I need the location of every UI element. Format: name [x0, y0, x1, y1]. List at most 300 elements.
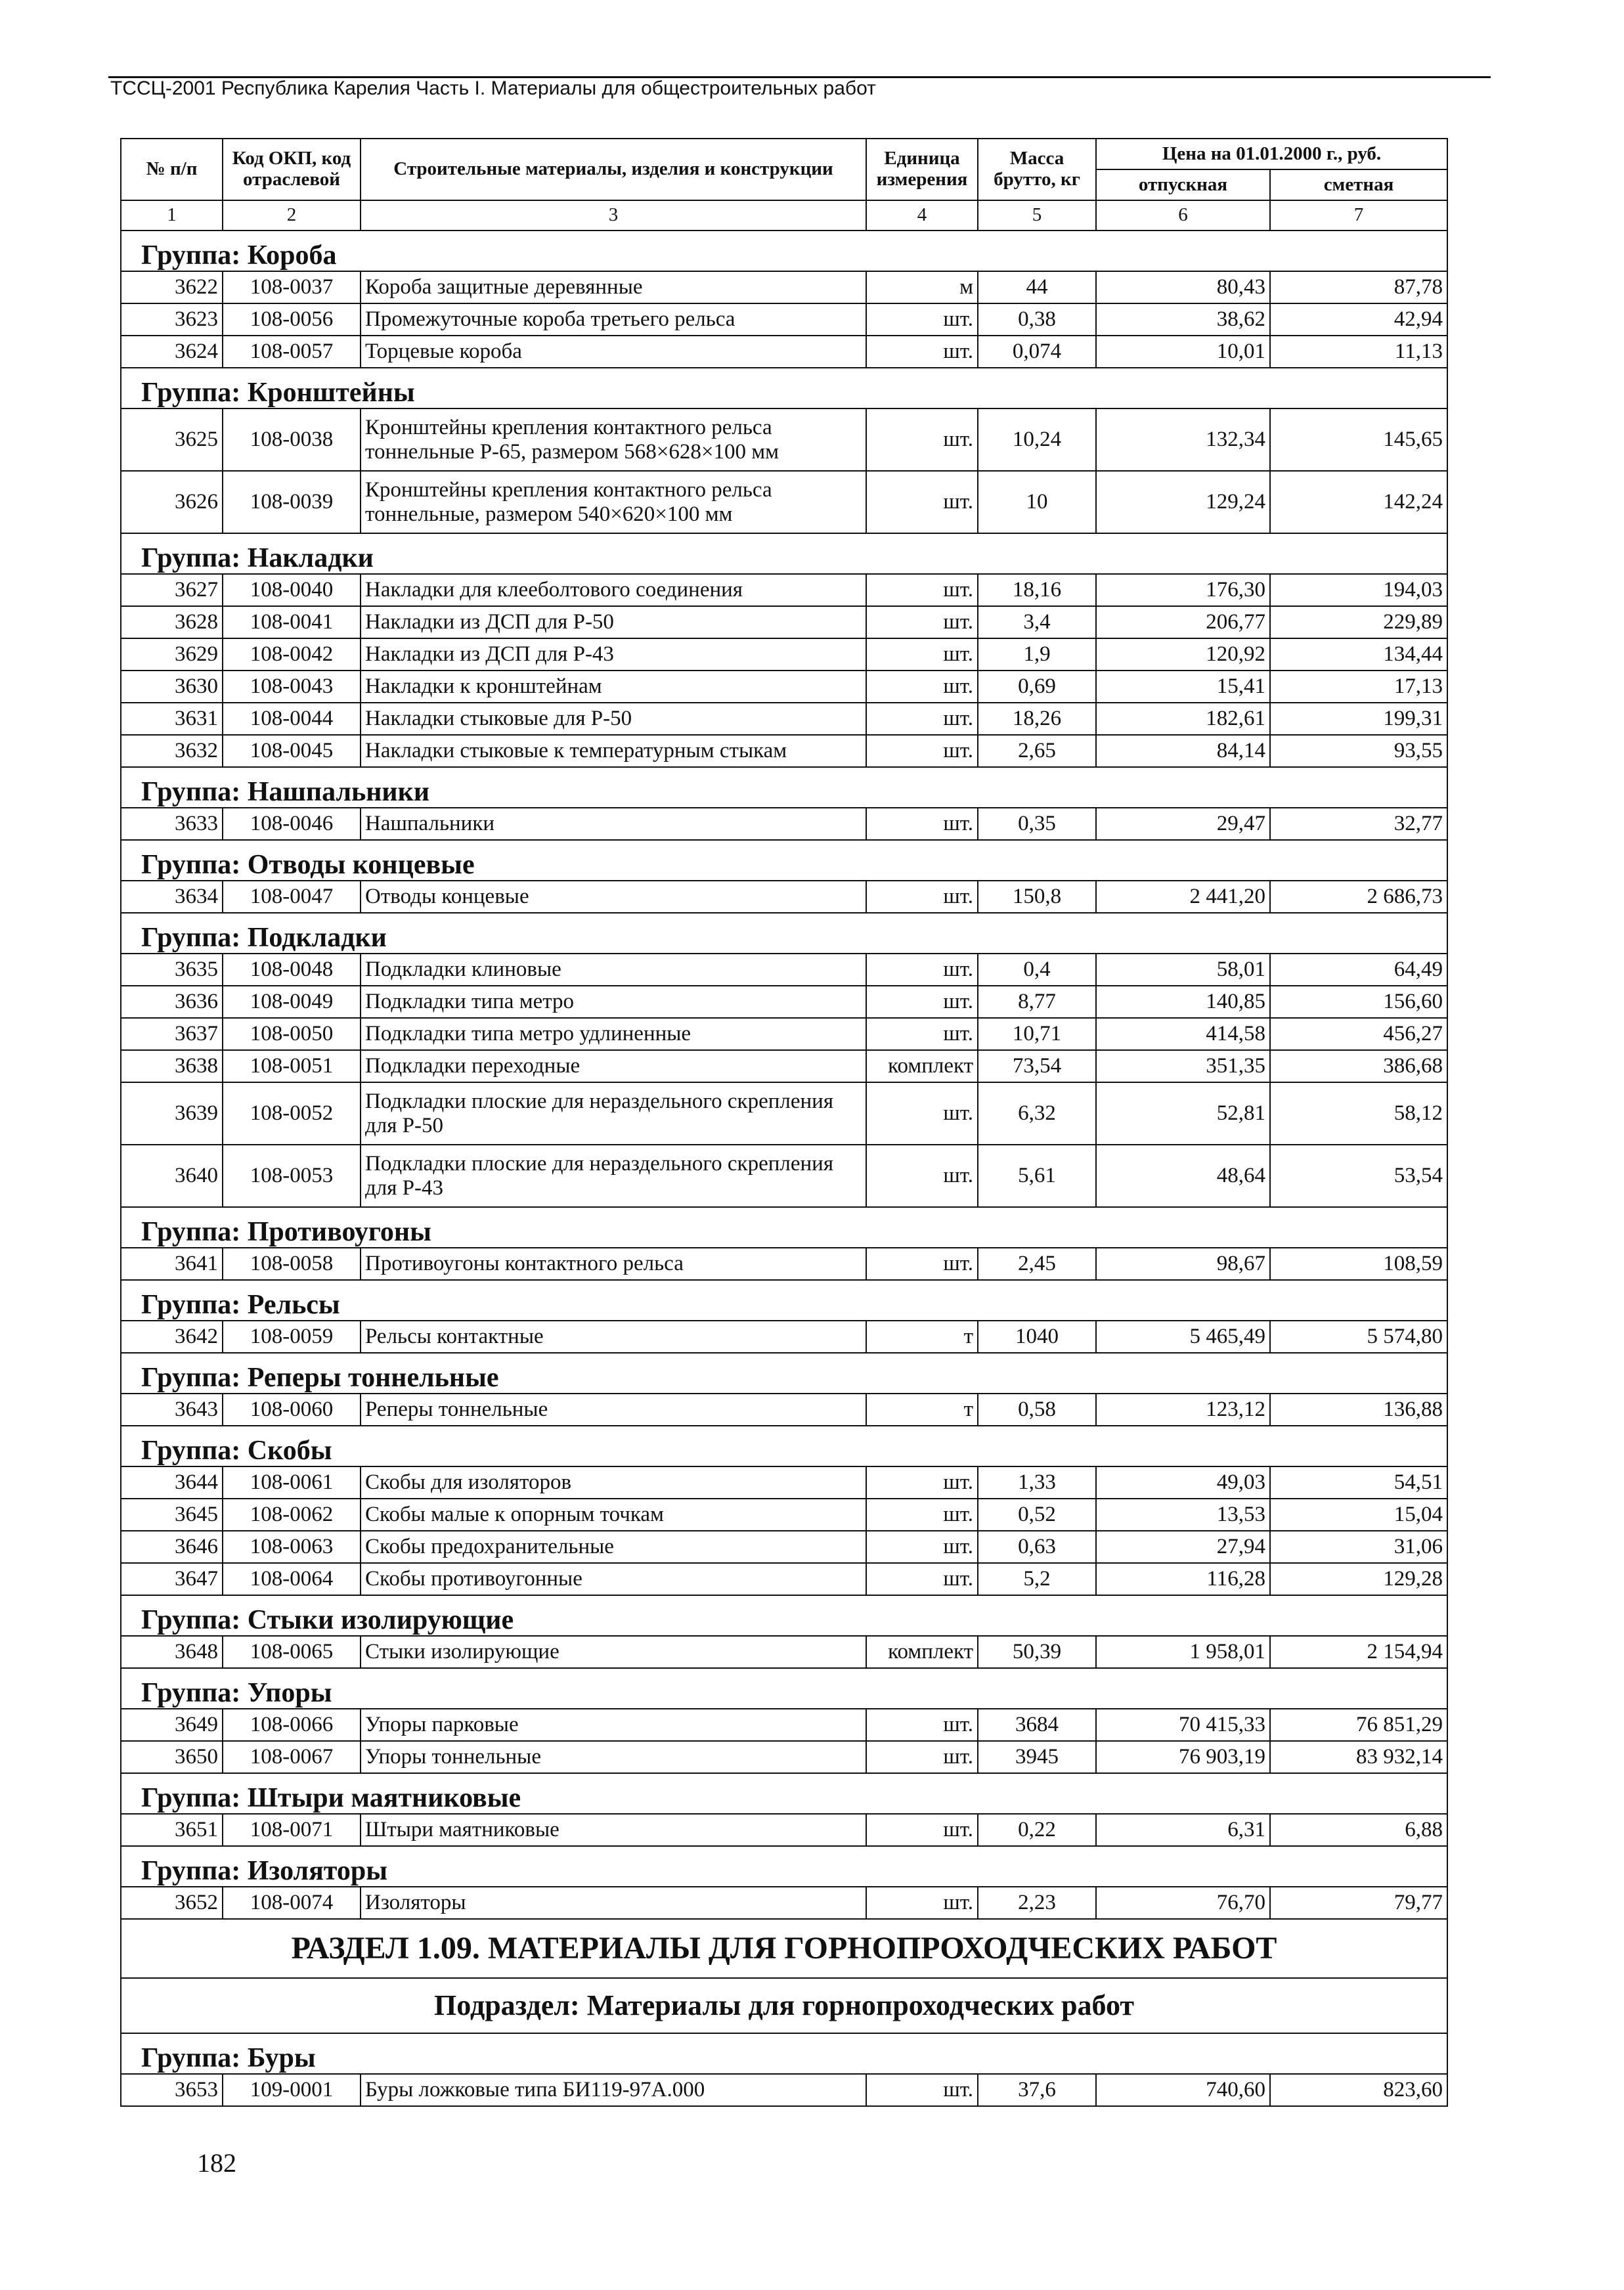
item-code: 108-0039	[223, 471, 361, 533]
table-row	[121, 606, 1447, 638]
item-price-estimate: 79,77	[1270, 1887, 1447, 1919]
group-heading: Группа: Скобы	[121, 1426, 1447, 1466]
item-name: Накладки стыковые к температурным стыкам	[361, 735, 866, 767]
item-number: 3647	[121, 1563, 223, 1595]
item-code: 108-0038	[223, 408, 361, 471]
group-heading: Группа: Изоляторы	[121, 1846, 1447, 1887]
item-name: Подкладки типа метро	[361, 986, 866, 1018]
item-number: 3625	[121, 408, 223, 471]
item-price-estimate: 58,12	[1270, 1082, 1447, 1145]
item-code: 108-0045	[223, 735, 361, 767]
item-number: 3649	[121, 1709, 223, 1741]
item-price-estimate: 199,31	[1270, 703, 1447, 735]
item-price-estimate: 11,13	[1270, 336, 1447, 368]
item-price-estimate: 142,24	[1270, 471, 1447, 533]
item-price-estimate: 93,55	[1270, 735, 1447, 767]
item-code: 108-0037	[223, 271, 361, 303]
item-code: 108-0074	[223, 1887, 361, 1919]
item-price-estimate: 17,13	[1270, 671, 1447, 703]
item-code: 108-0050	[223, 1018, 361, 1050]
item-name: Накладки к кронштейнам	[361, 671, 866, 703]
item-name: Буры ложковые типа БИ119-97А.000	[361, 2074, 866, 2106]
item-name: Нашпальники	[361, 808, 866, 840]
section-heading-row	[121, 1919, 1447, 1978]
item-unit: шт.	[866, 735, 978, 767]
item-price-estimate: 42,94	[1270, 303, 1447, 336]
item-name: Подкладки типа метро удлиненные	[361, 1018, 866, 1050]
column-index-cell: 3	[361, 200, 866, 231]
item-price-estimate: 134,44	[1270, 638, 1447, 671]
item-number: 3633	[121, 808, 223, 840]
item-price-retail: 6,31	[1096, 1814, 1270, 1846]
item-price-estimate: 145,65	[1270, 408, 1447, 471]
item-number: 3651	[121, 1814, 223, 1846]
table-row	[121, 1563, 1447, 1595]
item-number: 3641	[121, 1248, 223, 1280]
group-heading: Группа: Противоугоны	[121, 1207, 1447, 1248]
item-unit: шт.	[866, 303, 978, 336]
group-heading: Группа: Стыки изолирующие	[121, 1595, 1447, 1636]
group-heading: Группа: Нашпальники	[121, 767, 1447, 808]
item-unit: шт.	[866, 1018, 978, 1050]
item-price-retail: 70 415,33	[1096, 1709, 1270, 1741]
item-price-estimate: 53,54	[1270, 1145, 1447, 1207]
item-code: 108-0048	[223, 954, 361, 986]
item-price-retail: 76,70	[1096, 1887, 1270, 1919]
item-mass: 0,074	[978, 336, 1096, 368]
table-row	[121, 408, 1447, 471]
table-row	[121, 1499, 1447, 1531]
table-row	[121, 303, 1447, 336]
group-heading: Группа: Подкладки	[121, 913, 1447, 954]
item-price-estimate: 229,89	[1270, 606, 1447, 638]
item-mass: 10,71	[978, 1018, 1096, 1050]
item-number: 3626	[121, 471, 223, 533]
item-price-retail: 182,61	[1096, 703, 1270, 735]
table-row	[121, 1741, 1447, 1773]
item-price-estimate: 5 574,80	[1270, 1321, 1447, 1353]
col-header-mass: Масса брутто, кг	[978, 139, 1096, 200]
item-name: Стыки изолирующие	[361, 1636, 866, 1668]
table-row	[121, 671, 1447, 703]
item-code: 108-0047	[223, 881, 361, 913]
item-number: 3639	[121, 1082, 223, 1145]
table-row	[121, 1709, 1447, 1741]
item-price-retail: 206,77	[1096, 606, 1270, 638]
group-heading: Группа: Буры	[121, 2033, 1447, 2074]
item-code: 108-0062	[223, 1499, 361, 1531]
item-unit: шт.	[866, 1741, 978, 1773]
item-price-estimate: 823,60	[1270, 2074, 1447, 2106]
item-unit: шт.	[866, 606, 978, 638]
table-row	[121, 471, 1447, 533]
item-price-retail: 176,30	[1096, 574, 1270, 606]
item-unit: шт.	[866, 808, 978, 840]
item-price-retail: 48,64	[1096, 1145, 1270, 1207]
item-name: Короба защитные деревянные	[361, 271, 866, 303]
group-heading: Группа: Короба	[121, 231, 1447, 271]
item-mass: 10	[978, 471, 1096, 533]
item-number: 3652	[121, 1887, 223, 1919]
item-number: 3640	[121, 1145, 223, 1207]
group-heading: Группа: Рельсы	[121, 1280, 1447, 1321]
item-mass: 18,16	[978, 574, 1096, 606]
table-row	[121, 2074, 1447, 2106]
item-price-retail: 38,62	[1096, 303, 1270, 336]
table-row	[121, 954, 1447, 986]
item-unit: шт.	[866, 954, 978, 986]
item-name: Скобы предохранительные	[361, 1531, 866, 1563]
item-unit: шт.	[866, 638, 978, 671]
col-header-num: № п/п	[121, 139, 223, 200]
item-unit: шт.	[866, 881, 978, 913]
item-number: 3644	[121, 1466, 223, 1499]
group-heading-row	[121, 231, 1447, 271]
col-header-retail: отпускная	[1096, 169, 1270, 200]
column-index-cell: 2	[223, 200, 361, 231]
item-name: Подкладки плоские для нераздельного скрепления для Р-43	[361, 1145, 866, 1207]
item-price-estimate: 2 154,94	[1270, 1636, 1447, 1668]
item-mass: 2,65	[978, 735, 1096, 767]
item-unit: шт.	[866, 1248, 978, 1280]
item-code: 108-0044	[223, 703, 361, 735]
table-row	[121, 1050, 1447, 1082]
item-unit: шт.	[866, 2074, 978, 2106]
table-row	[121, 1321, 1447, 1353]
item-mass: 150,8	[978, 881, 1096, 913]
table-row	[121, 881, 1447, 913]
item-unit: шт.	[866, 1887, 978, 1919]
item-mass: 3684	[978, 1709, 1096, 1741]
item-price-retail: 129,24	[1096, 471, 1270, 533]
item-price-retail: 5 465,49	[1096, 1321, 1270, 1353]
item-price-retail: 2 441,20	[1096, 881, 1270, 913]
table-body	[121, 231, 1447, 2106]
item-mass: 3945	[978, 1741, 1096, 1773]
item-code: 108-0046	[223, 808, 361, 840]
item-price-estimate: 194,03	[1270, 574, 1447, 606]
item-code: 108-0059	[223, 1321, 361, 1353]
item-price-retail: 52,81	[1096, 1082, 1270, 1145]
item-price-retail: 76 903,19	[1096, 1741, 1270, 1773]
item-number: 3646	[121, 1531, 223, 1563]
item-number: 3635	[121, 954, 223, 986]
item-unit: шт.	[866, 1563, 978, 1595]
item-price-retail: 351,35	[1096, 1050, 1270, 1082]
item-price-estimate: 64,49	[1270, 954, 1447, 986]
item-name: Штыри маятниковые	[361, 1814, 866, 1846]
item-name: Скобы противоугонные	[361, 1563, 866, 1595]
item-mass: 0,38	[978, 303, 1096, 336]
subsection-heading-row	[121, 1978, 1447, 2033]
item-code: 108-0063	[223, 1531, 361, 1563]
item-mass: 5,2	[978, 1563, 1096, 1595]
item-unit: шт.	[866, 671, 978, 703]
item-unit: шт.	[866, 1145, 978, 1207]
item-mass: 8,77	[978, 986, 1096, 1018]
item-number: 3637	[121, 1018, 223, 1050]
item-code: 108-0042	[223, 638, 361, 671]
item-mass: 0,69	[978, 671, 1096, 703]
item-code: 108-0040	[223, 574, 361, 606]
item-name: Изоляторы	[361, 1887, 866, 1919]
item-number: 3627	[121, 574, 223, 606]
item-mass: 0,52	[978, 1499, 1096, 1531]
item-mass: 50,39	[978, 1636, 1096, 1668]
column-index-cell: 5	[978, 200, 1096, 231]
item-unit: шт.	[866, 471, 978, 533]
item-unit: шт.	[866, 574, 978, 606]
table-row	[121, 574, 1447, 606]
item-mass: 0,35	[978, 808, 1096, 840]
item-mass: 2,23	[978, 1887, 1096, 1919]
table-row	[121, 703, 1447, 735]
item-name: Накладки из ДСП для Р-43	[361, 638, 866, 671]
item-price-estimate: 15,04	[1270, 1499, 1447, 1531]
header-rule	[108, 76, 1491, 78]
col-header-price: Цена на 01.01.2000 г., руб.	[1096, 139, 1447, 169]
item-price-estimate: 32,77	[1270, 808, 1447, 840]
materials-table	[120, 138, 1448, 2107]
item-unit: т	[866, 1394, 978, 1426]
item-code: 108-0043	[223, 671, 361, 703]
item-price-estimate: 456,27	[1270, 1018, 1447, 1050]
item-name: Упоры тоннельные	[361, 1741, 866, 1773]
item-code: 108-0066	[223, 1709, 361, 1741]
group-heading: Группа: Кронштейны	[121, 368, 1447, 408]
table-row	[121, 1018, 1447, 1050]
item-name: Противоугоны контактного рельса	[361, 1248, 866, 1280]
column-index-row	[121, 200, 1447, 231]
item-code: 108-0057	[223, 336, 361, 368]
item-mass: 37,6	[978, 2074, 1096, 2106]
item-name: Кронштейны крепления контактного рельса тоннельные, размером 540×620×100 мм	[361, 471, 866, 533]
group-heading-row	[121, 1595, 1447, 1636]
table-head	[121, 139, 1447, 231]
table-row	[121, 1394, 1447, 1426]
item-unit: шт.	[866, 1082, 978, 1145]
item-mass: 1,33	[978, 1466, 1096, 1499]
group-heading-row	[121, 368, 1447, 408]
item-unit: шт.	[866, 1814, 978, 1846]
item-code: 108-0061	[223, 1466, 361, 1499]
item-unit: м	[866, 271, 978, 303]
item-number: 3622	[121, 271, 223, 303]
group-heading-row	[121, 2033, 1447, 2074]
item-price-estimate: 87,78	[1270, 271, 1447, 303]
item-code: 108-0051	[223, 1050, 361, 1082]
item-price-estimate: 76 851,29	[1270, 1709, 1447, 1741]
item-price-retail: 116,28	[1096, 1563, 1270, 1595]
table-row	[121, 1248, 1447, 1280]
item-price-retail: 132,34	[1096, 408, 1270, 471]
item-name: Упоры парковые	[361, 1709, 866, 1741]
item-price-estimate: 129,28	[1270, 1563, 1447, 1595]
group-heading-row	[121, 767, 1447, 808]
item-mass: 3,4	[978, 606, 1096, 638]
col-header-okp: Код ОКП, код отраслевой	[223, 139, 361, 200]
item-mass: 18,26	[978, 703, 1096, 735]
item-price-estimate: 156,60	[1270, 986, 1447, 1018]
table-row	[121, 1466, 1447, 1499]
column-index-cell: 4	[866, 200, 978, 231]
group-heading-row	[121, 1280, 1447, 1321]
subsection-heading: Подраздел: Материалы для горнопроходческих работ	[121, 1978, 1447, 2033]
item-name: Промежуточные короба третьего рельса	[361, 303, 866, 336]
item-mass: 44	[978, 271, 1096, 303]
table-row	[121, 336, 1447, 368]
item-code: 108-0067	[223, 1741, 361, 1773]
table-row	[121, 1145, 1447, 1207]
item-name: Кронштейны крепления контактного рельса тоннельные Р-65, размером 568×628×100 мм	[361, 408, 866, 471]
group-heading-row	[121, 1668, 1447, 1709]
item-number: 3653	[121, 2074, 223, 2106]
item-price-retail: 13,53	[1096, 1499, 1270, 1531]
item-mass: 6,32	[978, 1082, 1096, 1145]
group-heading-row	[121, 1846, 1447, 1887]
item-number: 3642	[121, 1321, 223, 1353]
group-heading-row	[121, 1207, 1447, 1248]
item-price-retail: 10,01	[1096, 336, 1270, 368]
table-row	[121, 808, 1447, 840]
item-code: 108-0053	[223, 1145, 361, 1207]
item-price-estimate: 2 686,73	[1270, 881, 1447, 913]
item-mass: 1040	[978, 1321, 1096, 1353]
group-heading: Группа: Отводы концевые	[121, 840, 1447, 881]
item-price-retail: 58,01	[1096, 954, 1270, 986]
table-row	[121, 735, 1447, 767]
item-mass: 5,61	[978, 1145, 1096, 1207]
item-name: Накладки стыковые для Р-50	[361, 703, 866, 735]
item-price-estimate: 54,51	[1270, 1466, 1447, 1499]
item-mass: 73,54	[978, 1050, 1096, 1082]
item-name: Подкладки переходные	[361, 1050, 866, 1082]
section-heading: РАЗДЕЛ 1.09. МАТЕРИАЛЫ ДЛЯ ГОРНОПРОХОДЧЕСКИХ РАБОТ	[121, 1919, 1447, 1978]
table-row	[121, 271, 1447, 303]
table-row	[121, 1814, 1447, 1846]
item-name: Подкладки плоские для нераздельного скрепления для Р-50	[361, 1082, 866, 1145]
item-code: 108-0071	[223, 1814, 361, 1846]
item-price-estimate: 136,88	[1270, 1394, 1447, 1426]
item-number: 3636	[121, 986, 223, 1018]
item-number: 3650	[121, 1741, 223, 1773]
item-price-retail: 27,94	[1096, 1531, 1270, 1563]
item-price-estimate: 83 932,14	[1270, 1741, 1447, 1773]
item-code: 108-0052	[223, 1082, 361, 1145]
item-price-retail: 84,14	[1096, 735, 1270, 767]
item-name: Рельсы контактные	[361, 1321, 866, 1353]
page-number: 182	[197, 2148, 236, 2178]
table-row	[121, 1082, 1447, 1145]
item-price-retail: 80,43	[1096, 271, 1270, 303]
item-price-estimate: 6,88	[1270, 1814, 1447, 1846]
item-number: 3631	[121, 703, 223, 735]
item-price-retail: 49,03	[1096, 1466, 1270, 1499]
item-name: Реперы тоннельные	[361, 1394, 866, 1426]
col-header-name: Строительные материалы, изделия и конструкции	[361, 139, 866, 200]
table-row	[121, 638, 1447, 671]
item-number: 3632	[121, 735, 223, 767]
item-price-retail: 740,60	[1096, 2074, 1270, 2106]
item-price-retail: 98,67	[1096, 1248, 1270, 1280]
group-heading-row	[121, 1773, 1447, 1814]
item-code: 108-0064	[223, 1563, 361, 1595]
item-price-estimate: 386,68	[1270, 1050, 1447, 1082]
item-code: 108-0049	[223, 986, 361, 1018]
item-unit: т	[866, 1321, 978, 1353]
item-number: 3623	[121, 303, 223, 336]
table-row	[121, 1531, 1447, 1563]
item-code: 108-0065	[223, 1636, 361, 1668]
item-name: Накладки для клееболтового соединения	[361, 574, 866, 606]
item-code: 108-0058	[223, 1248, 361, 1280]
column-index-cell: 1	[121, 200, 223, 231]
item-price-estimate: 31,06	[1270, 1531, 1447, 1563]
item-mass: 0,4	[978, 954, 1096, 986]
table-row	[121, 1887, 1447, 1919]
item-unit: шт.	[866, 1709, 978, 1741]
group-heading: Группа: Реперы тоннельные	[121, 1353, 1447, 1394]
item-price-retail: 414,58	[1096, 1018, 1270, 1050]
item-name: Скобы малые к опорным точкам	[361, 1499, 866, 1531]
item-unit: шт.	[866, 703, 978, 735]
group-heading-row	[121, 1426, 1447, 1466]
item-name: Скобы для изоляторов	[361, 1466, 866, 1499]
item-price-retail: 1 958,01	[1096, 1636, 1270, 1668]
item-price-retail: 120,92	[1096, 638, 1270, 671]
group-heading-row	[121, 1353, 1447, 1394]
item-mass: 1,9	[978, 638, 1096, 671]
item-number: 3645	[121, 1499, 223, 1531]
group-heading-row	[121, 913, 1447, 954]
item-number: 3634	[121, 881, 223, 913]
item-name: Торцевые короба	[361, 336, 866, 368]
item-mass: 0,58	[978, 1394, 1096, 1426]
group-heading: Группа: Штыри маятниковые	[121, 1773, 1447, 1814]
item-number: 3630	[121, 671, 223, 703]
item-unit: шт.	[866, 1499, 978, 1531]
item-name: Отводы концевые	[361, 881, 866, 913]
col-header-unit: Единица измерения	[866, 139, 978, 200]
item-mass: 10,24	[978, 408, 1096, 471]
item-code: 108-0060	[223, 1394, 361, 1426]
item-unit: комплект	[866, 1636, 978, 1668]
item-price-retail: 140,85	[1096, 986, 1270, 1018]
group-heading: Группа: Упоры	[121, 1668, 1447, 1709]
item-price-retail: 29,47	[1096, 808, 1270, 840]
item-number: 3629	[121, 638, 223, 671]
item-unit: шт.	[866, 1531, 978, 1563]
item-name: Накладки из ДСП для Р-50	[361, 606, 866, 638]
item-mass: 0,22	[978, 1814, 1096, 1846]
item-price-estimate: 108,59	[1270, 1248, 1447, 1280]
item-code: 108-0056	[223, 303, 361, 336]
item-unit: шт.	[866, 408, 978, 471]
item-number: 3643	[121, 1394, 223, 1426]
item-price-retail: 15,41	[1096, 671, 1270, 703]
item-number: 3628	[121, 606, 223, 638]
group-heading: Группа: Накладки	[121, 533, 1447, 574]
item-unit: комплект	[866, 1050, 978, 1082]
group-heading-row	[121, 840, 1447, 881]
group-heading-row	[121, 533, 1447, 574]
item-unit: шт.	[866, 1466, 978, 1499]
table-row	[121, 986, 1447, 1018]
item-number: 3624	[121, 336, 223, 368]
running-header: ТССЦ-2001 Республика Карелия Часть I. Материалы для общестроительных работ	[110, 77, 876, 99]
column-index-cell: 6	[1096, 200, 1270, 231]
item-mass: 0,63	[978, 1531, 1096, 1563]
